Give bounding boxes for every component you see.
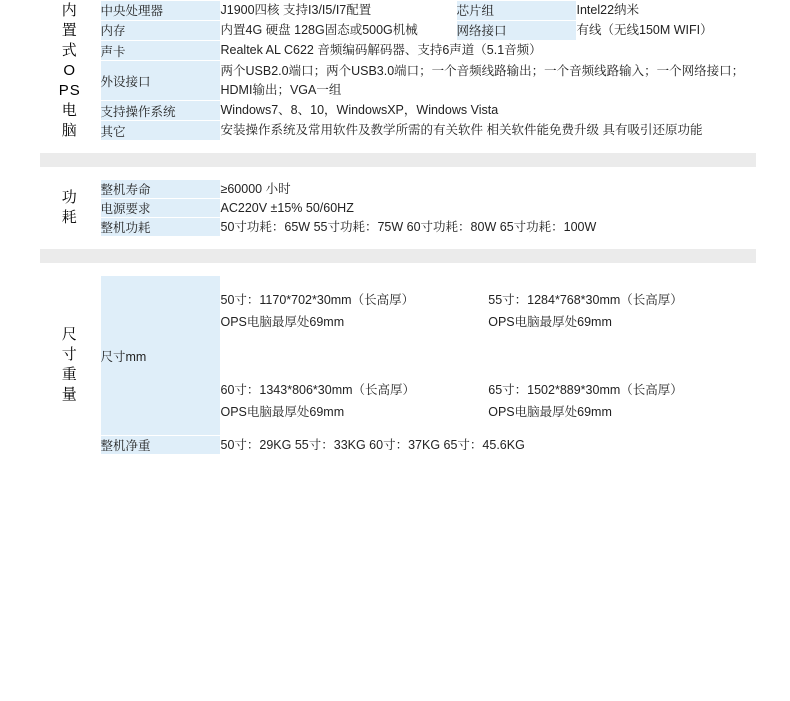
row-value-soundcard: Realtek AL C622 音频编码解码器、支持6声道（5.1音频） <box>220 43 542 58</box>
category-label-power: 功耗 <box>61 189 78 226</box>
category-label-ops: 内置式OPS电脑 <box>58 1 81 139</box>
table-row <box>40 1 756 21</box>
grey-band <box>40 249 756 263</box>
dimension-thickness-65: OPS电脑最厚处69mm <box>488 404 612 419</box>
row-value-peripheral-ports: 两个USB2.0端口；两个USB3.0端口；一个音频线路输出；一个音频线路输入；一个网络接口；HDMI输出；VGA一组 <box>220 63 745 97</box>
row-value-power-consumption: 50寸功耗：65W 55寸功耗：75W 60寸功耗：80W 65寸功耗：100W <box>220 219 597 234</box>
row-value-lifetime: ≥60000 小时 <box>220 181 291 196</box>
dimension-cell <box>221 283 489 339</box>
gap <box>40 237 756 249</box>
dimension-size-60: 60寸：1343*806*30mm（长高厚） <box>220 382 416 397</box>
row-value-net-weight: 50寸：29KG 55寸：33KG 60寸：37KG 65寸：45.6KG <box>220 437 525 452</box>
row-label-power-consumption: 整机功耗 <box>100 218 220 237</box>
gap <box>40 141 756 153</box>
row-label-net-weight: 整机净重 <box>100 436 220 455</box>
table-row <box>40 436 756 455</box>
table-row <box>40 20 756 40</box>
row-value-network: 有线（无线150M WIFI） <box>576 22 713 37</box>
row-label-network: 网络接口 <box>456 20 576 40</box>
row-value-memory: 内置4G 硬盘 128G固态或500G机械 <box>220 22 418 37</box>
row-label-peripheral-ports: 外设接口 <box>100 61 220 101</box>
row-label-chipset: 芯片组 <box>456 1 576 21</box>
spec-table-power <box>40 179 756 237</box>
table-row <box>40 218 756 237</box>
row-value-power-requirement: AC220V ±15% 50/60HZ <box>220 200 354 215</box>
dimension-size-65: 65寸：1502*889*30mm（长高厚） <box>488 382 683 397</box>
dimension-cell <box>488 373 756 429</box>
gap <box>40 263 756 275</box>
section-divider-1 <box>40 141 756 179</box>
table-row <box>40 199 756 218</box>
dimension-thickness-50: OPS电脑最厚处69mm <box>220 314 345 329</box>
row-label-os-support: 支持操作系统 <box>100 101 220 121</box>
row-value-chipset: Intel22纳米 <box>576 2 640 17</box>
dimension-size-50: 50寸：1170*702*30mm（长高厚） <box>220 292 415 307</box>
row-value-os-support: Windows7、8、10，WindowsXP，Windows Vista <box>220 103 499 118</box>
grey-band <box>40 153 756 167</box>
spec-table-ops <box>40 0 756 141</box>
dimension-thickness-55: OPS电脑最厚处69mm <box>488 314 612 329</box>
row-value-dimension <box>220 276 756 436</box>
dimension-thickness-60: OPS电脑最厚处69mm <box>220 404 345 419</box>
dimension-cell <box>221 373 489 429</box>
dimension-size-55: 55寸：1284*768*30mm（长高厚） <box>488 292 683 307</box>
row-label-cpu: 中央处理器 <box>100 1 220 21</box>
row-label-lifetime: 整机寿命 <box>100 180 220 199</box>
row-value-other: 安装操作系统及常用软件及教学所需的有关软件 相关软件能免费升级 具有吸引还原功能 <box>220 123 703 138</box>
row-value-cpu: J1900四核 支持I3/I5/I7配置 <box>220 2 372 17</box>
row-label-other: 其它 <box>100 121 220 141</box>
dimension-cell <box>488 283 756 339</box>
row-label-power-requirement: 电源要求 <box>100 199 220 218</box>
table-row <box>40 180 756 199</box>
dimension-grid <box>221 283 757 429</box>
row-label-soundcard: 声卡 <box>100 40 220 60</box>
row-label-dimension: 尺寸mm <box>100 276 220 436</box>
gap <box>40 167 756 179</box>
row-label-memory: 内存 <box>100 20 220 40</box>
table-row <box>40 61 756 101</box>
spec-table-dimension <box>40 275 756 455</box>
category-label-dimension: 尺寸重量 <box>61 326 78 403</box>
table-row <box>40 40 756 60</box>
table-row <box>40 276 756 436</box>
table-row <box>40 121 756 141</box>
section-divider-2 <box>40 237 756 275</box>
table-row <box>40 101 756 121</box>
